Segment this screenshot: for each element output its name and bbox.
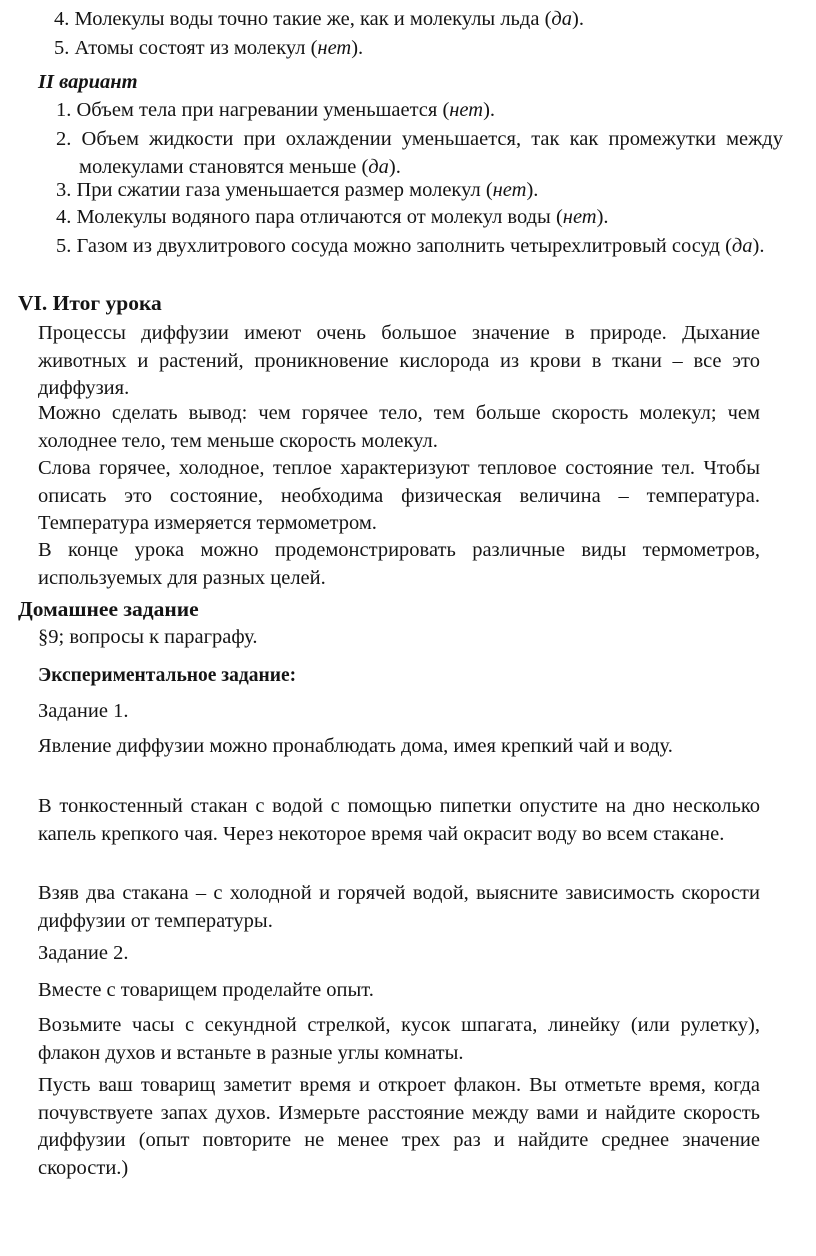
task-paragraph: Возьмите часы с секундной стрелкой, кусок шпагата, линейку (или рулетку), флакон духов и встаньте в разные углы комнаты. (38, 1014, 760, 1064)
answer-item: 5. Атомы состоят из молекул (нет). (54, 37, 364, 59)
task-paragraph: Взяв два стакана – с холодной и горячей водой, выясните зависимость скорости диффузии от температуры. (38, 882, 760, 932)
variant-item: 4. Молекулы водяного пара отличаются от молекул воды (нет). (56, 206, 609, 228)
summary-heading: VI. Итог урока (18, 291, 162, 315)
task-paragraph: Пусть ваш товарищ заметит время и откроет флакон. Вы отметьте время, когда почувствуете запах духов. Измерьте расстояние между вами и найдите скорость диффузии (опыт повторите не менее трех раз и найдите среднее значение скорости.) (38, 1074, 760, 1179)
task-paragraph: Явление диффузии можно пронаблюдать дома, имея крепкий чай и воду. (38, 735, 673, 757)
answer-item: 4. Молекулы воды точно такие же, как и молекулы льда (да). (54, 8, 584, 30)
variant-heading: II вариант (38, 71, 138, 93)
homework-text: §9; вопросы к параграфу. (38, 626, 258, 648)
task-paragraph: Вместе с товарищем проделайте опыт. (38, 979, 374, 1001)
summary-paragraph: Процессы диффузии имеют очень большое значение в природе. Дыхание животных и растений, проникновение кислорода из крови в ткани – все это диффузия. (38, 322, 760, 399)
variant-item: 5. Газом из двухлитрового сосуда можно заполнить четырехлитровый сосуд (да). (56, 235, 765, 257)
variant-item: 3. При сжатии газа уменьшается размер молекул (нет). (56, 179, 539, 201)
task-paragraph: В тонкостенный стакан с водой с помощью пипетки опустите на дно несколько капель крепкого чая. Через некоторое время чай окрасит воду во всем стакане. (38, 795, 760, 845)
variant-item: 1. Объем тела при нагревании уменьшается (нет). (56, 99, 496, 121)
summary-paragraph: В конце урока можно продемонстрировать различные виды термометров, используемых для разных целей. (38, 539, 760, 589)
summary-paragraph: Можно сделать вывод: чем горячее тело, тем больше скорость молекул; чем холоднее тело, тем меньше скорость молекул. (38, 402, 760, 452)
task-title: Задание 2. (38, 942, 129, 964)
summary-paragraph: Слова горячее, холодное, теплое характеризуют тепловое состояние тел. Чтобы описать это состояние, необходима физическая величина – температура. Температура измеряется термометром. (38, 457, 760, 534)
experimental-task-heading: Экспериментальное задание: (38, 665, 297, 686)
task-title: Задание 1. (38, 700, 129, 722)
homework-heading: Домашнее задание (18, 597, 199, 621)
variant-item: 2. Объем жидкости при охлаждении уменьшается, так как промежутки между молекулами становятся меньше (да). (56, 128, 783, 178)
